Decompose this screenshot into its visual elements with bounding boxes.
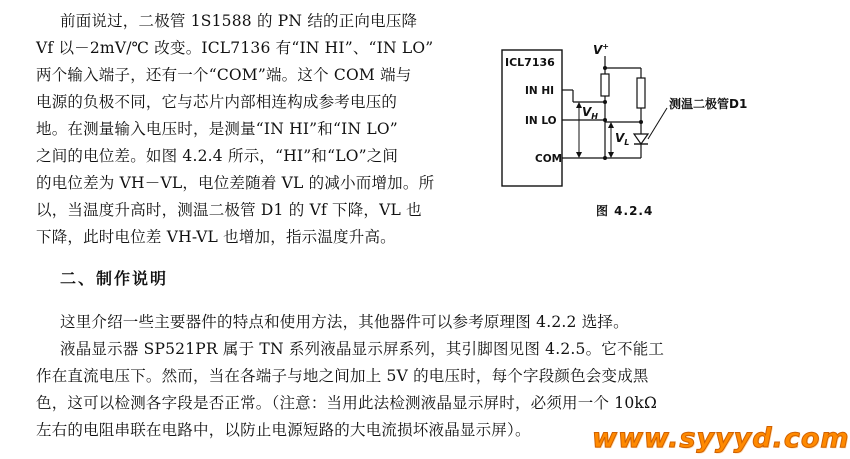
vl-arrowhead xyxy=(608,122,614,128)
resistor-left xyxy=(601,74,609,96)
text-line: 的电位差为 VH－VL，电位差随着 VL 的减小而增加。所 xyxy=(36,174,435,192)
figure-caption: 图 4.2.4 xyxy=(596,204,654,218)
text-line: 色，这可以检测各字段是否正常。（注意：当用此法检测液晶显示屏时，必须用一个 10kΩ xyxy=(36,394,658,412)
pin-in-lo-label: IN LO xyxy=(525,115,557,127)
node-dot xyxy=(603,156,607,160)
text-line: 以，当温度升高时，测温二极管 D1 的 Vf 下降，VL 也 xyxy=(36,201,422,219)
text-line: 左右的电阻串联在电路中，以防止电源短路的大电流损坏液晶显示屏）。 xyxy=(36,421,531,439)
text-line: 这里介绍一些主要器件的特点和使用方法，其他器件可以参考原理图 4.2.2 选择。 xyxy=(60,313,629,331)
text-line: 电源的负极不同，它与芯片内部相连构成参考电压的 xyxy=(36,93,398,111)
resistor-right xyxy=(637,78,645,108)
diode-label: 测温二极管D1 xyxy=(669,97,748,111)
text-line: 两个输入端子，还有一个“COM”端。这个 COM 端与 xyxy=(36,66,412,84)
text-line: Vf 以－2mV/℃ 改变。ICL7136 有“IN HI”、“IN LO” xyxy=(36,39,434,57)
text-line: 地。在测量输入电压时，是测量“IN HI”和“IN LO” xyxy=(36,120,398,138)
chip-label: ICL7136 xyxy=(505,56,555,69)
pin-in-hi-label: IN HI xyxy=(525,85,555,97)
watermark-logo: www.syyyd.com xyxy=(592,423,850,454)
vh-label: $V_H$ xyxy=(582,105,598,121)
text-line: 下降，此时电位差 VH-VL 也增加，指示温度升高。 xyxy=(36,228,396,246)
diode-pointer xyxy=(648,108,667,139)
circuit-diagram xyxy=(495,38,785,198)
vh-arrowhead xyxy=(576,152,582,158)
diode-symbol xyxy=(634,134,648,144)
vl-label: $V_L$ xyxy=(615,131,630,147)
text-line: 之间的电位差。如图 4.2.4 所示，“HI”和“LO”之间 xyxy=(36,147,399,165)
text-line: 作在直流电压下。然而，当在各端子与地之间加上 5V 的电压时，每个字段颜色会变成黑 xyxy=(36,367,649,385)
pin-com-label: COM xyxy=(535,153,563,165)
supply-label: V+ xyxy=(593,42,609,57)
section-heading: 二、制作说明 xyxy=(60,269,169,288)
text-line: 前面说过，二极管 1S1588 的 PN 结的正向电压降 xyxy=(60,12,418,30)
vl-arrowhead xyxy=(608,152,614,158)
text-line: 液晶显示器 SP521PR 属于 TN 系列液晶显示屏系列，其引脚图见图 4.2.5。它不能工 xyxy=(60,340,665,358)
